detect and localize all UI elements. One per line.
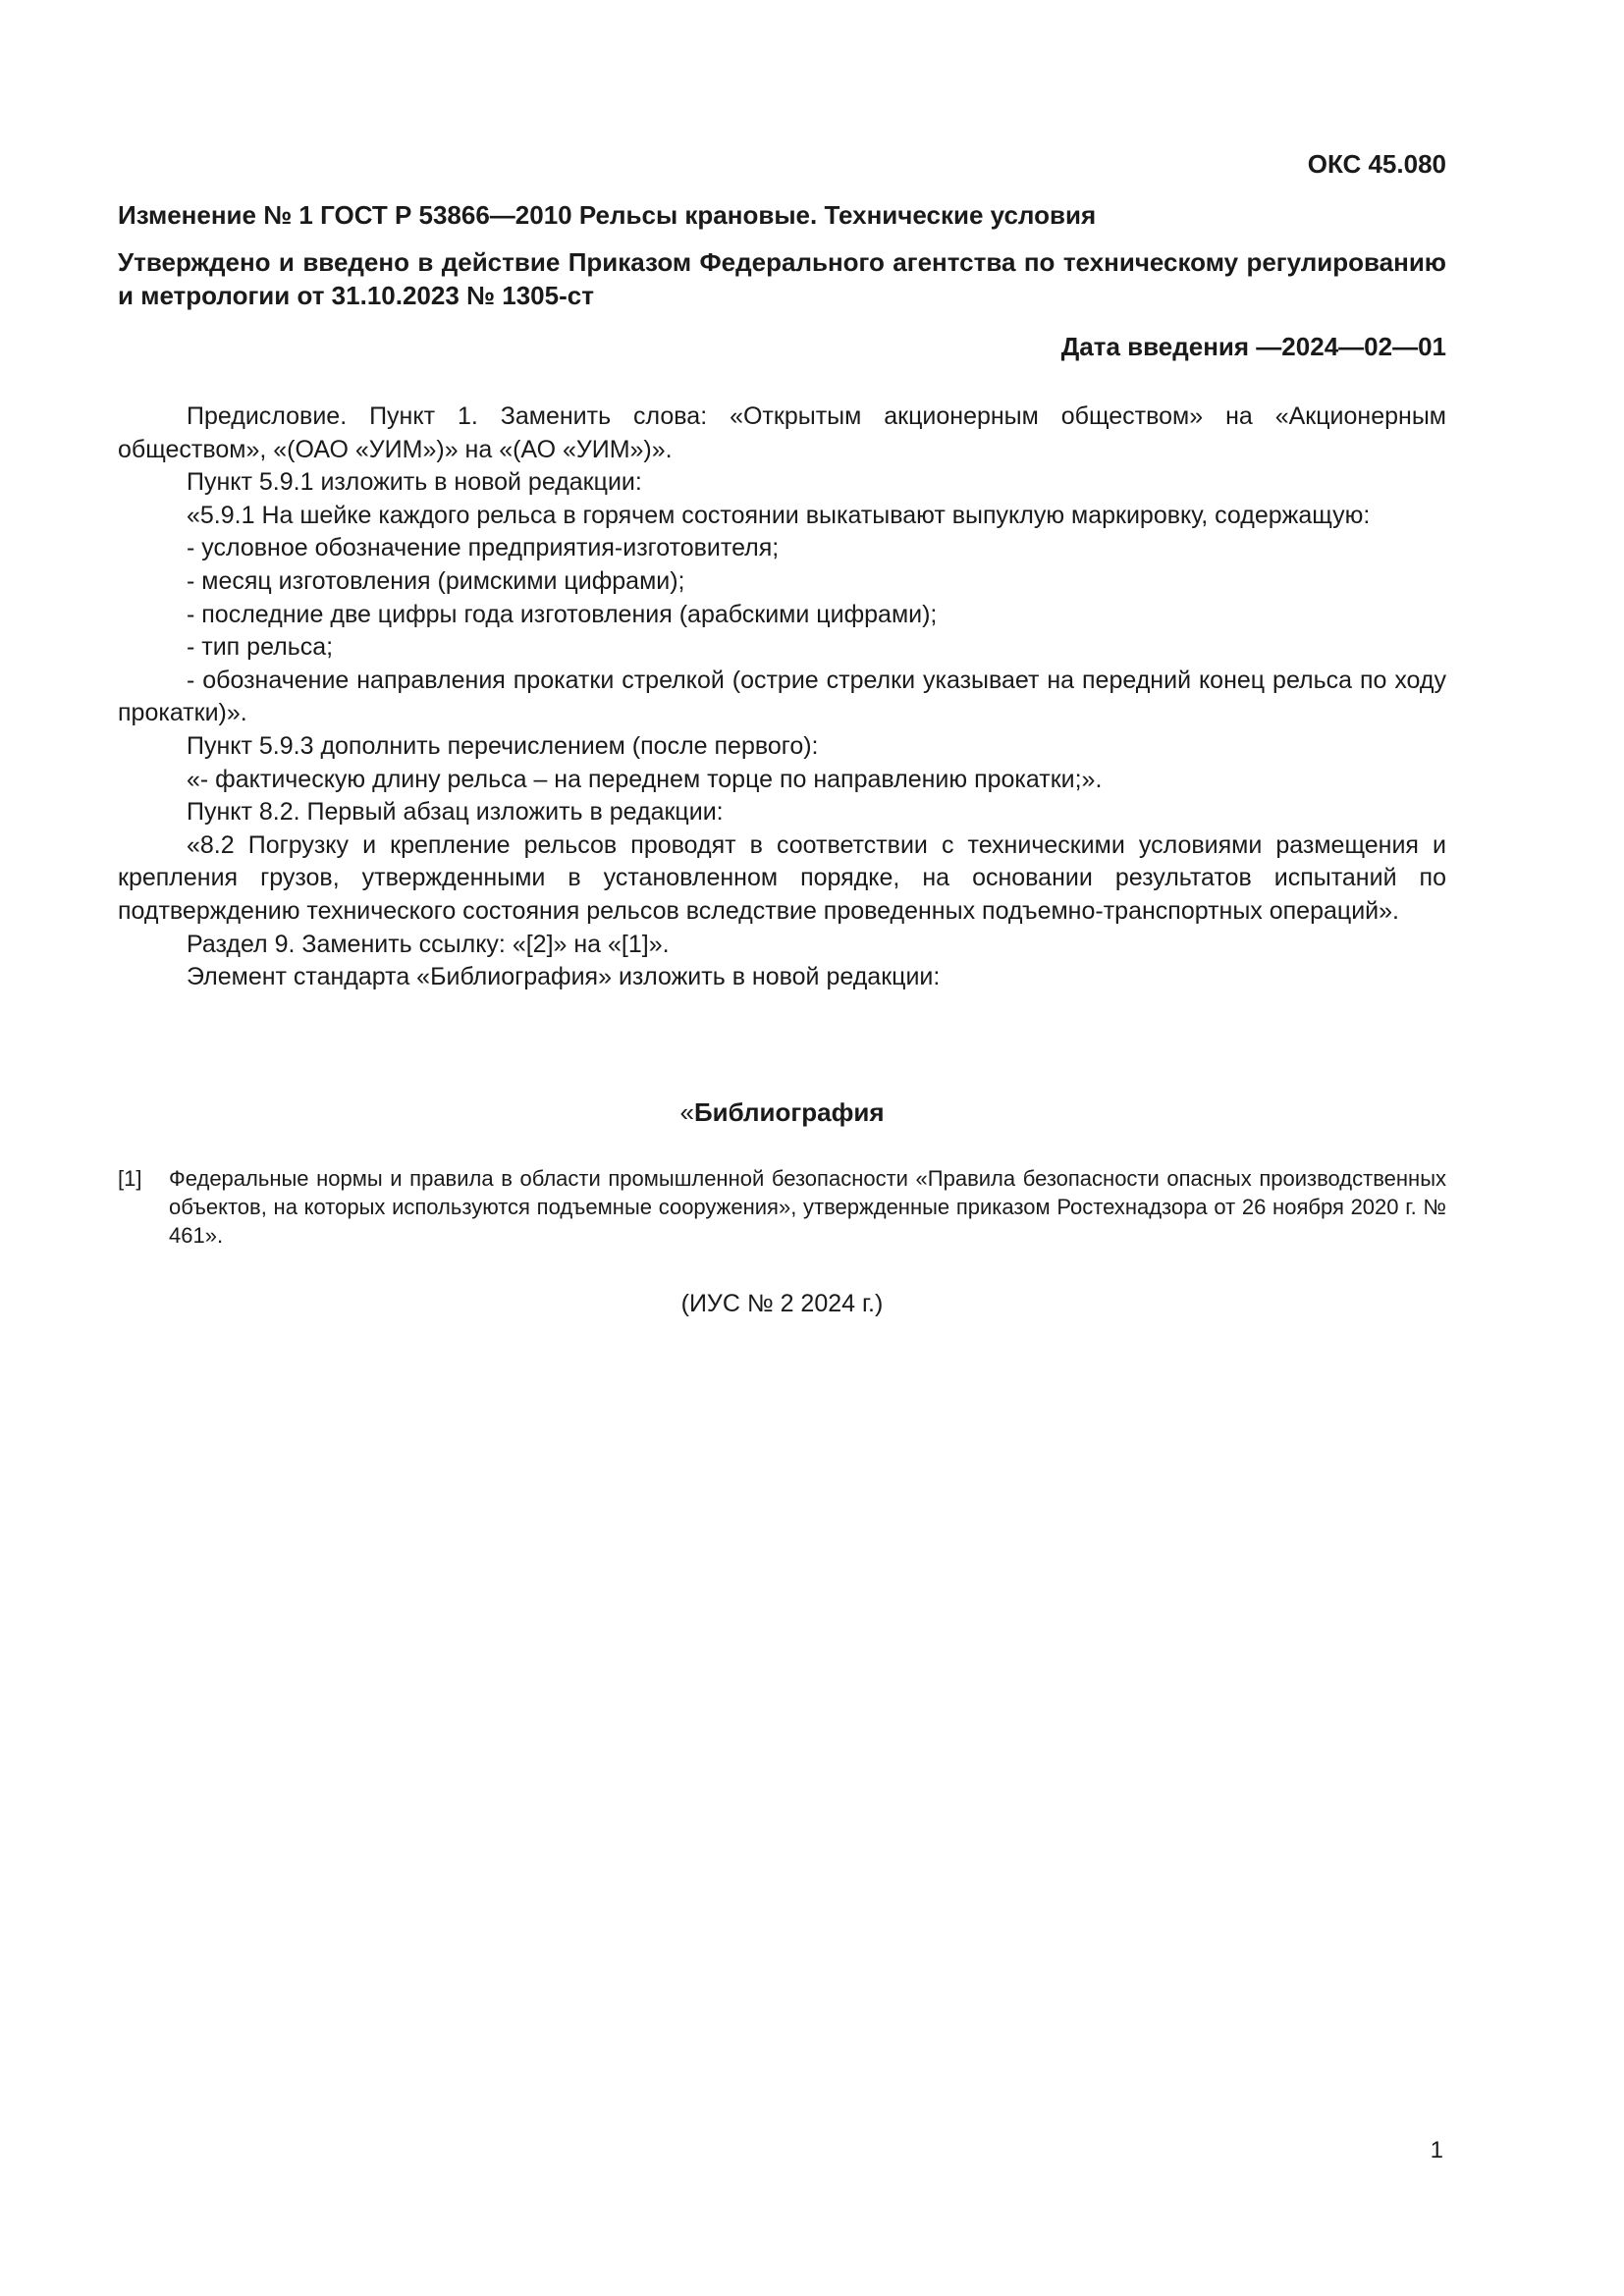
introduction-date: Дата введения —2024—02—01 (1060, 332, 1446, 361)
paragraph-bibliography-intro: Элемент стандарта «Библиография» изложить в новой редакции: (187, 963, 941, 991)
bibliography-open-quote: « (679, 1097, 694, 1127)
paragraph-5-9-1-intro: Пункт 5.9.1 изложить в новой редакции: (187, 468, 642, 497)
bibliography-entry-text: Федеральные нормы и правила в области промышленной безопасности «Правила безопасности опасных производственных объектов, на которых используются подъемные сооружения», утвержденные приказом Ростехнадзора от 26 ноября 2020 г. № 461». (169, 1166, 1446, 1248)
ius-reference: (ИУС № 2 2024 г.) (680, 1290, 884, 1317)
paragraph-5-9-1-text: «5.9.1 На шейке каждого рельса в горячем состоянии выкатывают выпуклую маркировку, содержащую: (187, 501, 1371, 529)
list-item: - последние две цифры года изготовления (арабскими цифрами); (187, 600, 938, 628)
page-number: 1 (1430, 2137, 1443, 2163)
paragraph-preface: Предисловие. Пункт 1. Заменить слова: «Открытым акционерным обществом» на «Акционерным обществом», «(ОАО «УИМ»)» на «(АО «УИМ»)». (118, 402, 1446, 463)
amendment-body (118, 400, 1446, 994)
bibliography-title: Библиография (693, 1097, 885, 1127)
list-item: - условное обозначение предприятия-изготовителя; (187, 534, 780, 562)
list-item: - тип рельса; (187, 633, 334, 662)
approval-statement: Утверждено и введено в действие Приказом Федерального агентства по техническому регулированию и метрологии от 31.10.2023 № 1305-ст (118, 247, 1446, 310)
paragraph-5-9-3-intro: Пункт 5.9.3 дополнить перечислением (после первого): (187, 731, 819, 760)
list-item: - обозначение направления прокатки стрелкой (острие стрелки указывает на передний конец рельса по ходу прокатки)». (118, 666, 1446, 727)
oks-code: ОКС 45.080 (1307, 149, 1446, 179)
bibliography-entry (118, 1164, 1446, 1250)
paragraph-8-2-intro: Пункт 8.2. Первый абзац изложить в редакции: (187, 798, 724, 827)
bibliography-heading (118, 1095, 1446, 1129)
document-title: Изменение № 1 ГОСТ Р 53866—2010 Рельсы крановые. Технические условия (118, 200, 1097, 230)
paragraph-section-9: Раздел 9. Заменить ссылку: «[2]» на «[1]». (187, 930, 670, 958)
paragraph-5-9-3-text: «- фактическую длину рельса – на переднем торце по направлению прокатки;». (187, 765, 1103, 793)
list-item: - месяц изготовления (римскими цифрами); (187, 566, 685, 595)
paragraph-8-2-text: «8.2 Погрузку и крепление рельсов проводят в соответствии с техническими условиями размещения и крепления грузов, утвержденными в установленном порядке, на основании результатов испытаний по подтверждению технического состояния рельсов вследствие проведенных подъемно-транспортных операций». (118, 830, 1446, 925)
bibliography-entry-number: [1] (118, 1166, 142, 1191)
